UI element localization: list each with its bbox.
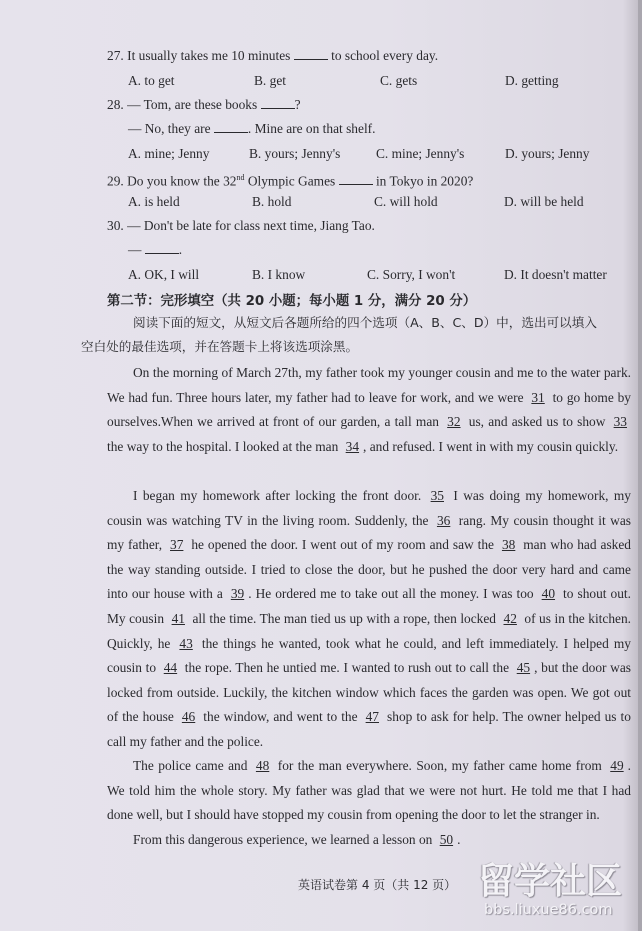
section-instructions — [81, 311, 631, 359]
question-text: . Mine are on that shelf. — [247, 121, 376, 136]
passage-text: , but the door was locked from outside. Luckily, the kitchen window which faces the garden was open. We got out of the house — [107, 660, 631, 725]
question-text: in Tokyo in 2020? — [375, 173, 474, 189]
option-b: B. I know — [252, 267, 306, 282]
ordinal-suffix: nd — [236, 173, 245, 182]
cloze-blank-42: 42 — [503, 610, 517, 626]
question-30-line2 — [128, 242, 182, 258]
dash: — — [128, 242, 142, 257]
question-text: to school every day. — [331, 48, 439, 63]
question-number: 29. — [107, 173, 124, 189]
question-text: . — [178, 242, 183, 257]
passage-text: . — [457, 832, 461, 847]
watermark-logo — [478, 862, 638, 920]
question-28-line2 — [128, 121, 375, 137]
cloze-blank-37: 37 — [170, 537, 184, 553]
cloze-blank-40: 40 — [541, 586, 556, 602]
watermark-url: bbs.liuxue86.com — [484, 902, 613, 918]
passage-paragraph-3 — [107, 754, 631, 828]
cloze-blank-36: 36 — [436, 512, 451, 528]
question-text: — Tom, are these books — [127, 97, 258, 112]
passage-text: , and refused. I went in with my cousin quickly. — [363, 438, 619, 454]
cloze-blank-50: 50 — [439, 832, 454, 847]
option-b: B. yours; Jenny's — [249, 146, 341, 161]
option-a: A. mine; Jenny — [128, 146, 210, 161]
question-text: — Don't be late for class next time, Jiang Tao. — [127, 218, 375, 233]
cloze-blank-34: 34 — [345, 438, 360, 454]
passage-text: to go home by ourselves.When we arrived at front of our garden, a tall man — [107, 389, 631, 430]
passage-text: the window, and went to the — [199, 709, 362, 725]
cloze-blank-47: 47 — [365, 709, 379, 725]
cloze-blank-41: 41 — [171, 610, 185, 626]
cloze-blank-44: 44 — [163, 660, 178, 676]
passage-text: . We told him the whole story. My father was glad that we were not hurt. He told me that I had done well, but I should have stopped my cousin from opening the door to let the stranger in. — [107, 758, 631, 823]
question-text: It usually takes me 10 minutes — [127, 48, 291, 63]
question-number: 28. — [107, 97, 124, 112]
answer-blank — [294, 48, 328, 60]
passage-text: rang. My cousin thought it was my father, — [107, 512, 631, 553]
question-text: — No, they are — [128, 121, 211, 136]
passage-text: The police came and — [133, 758, 252, 773]
passage-text: he opened the door. I went out of my room and saw the — [187, 537, 498, 553]
option-a: A. is held — [128, 194, 180, 209]
option-c: C. mine; Jenny's — [376, 146, 465, 161]
answer-blank — [145, 242, 179, 254]
passage-text: all the time. The man tied us up with a rope, then locked — [188, 610, 500, 626]
cloze-blank-46: 46 — [181, 709, 196, 725]
passage-text: On the morning of March 27th, my father took my younger cousin and me to the water park. We had fun. Three hours later, my father had to leave for work, and we were — [107, 365, 631, 405]
passage-text: to shout out. My cousin — [107, 586, 631, 626]
passage-text: of us in the kitchen. Quickly, he — [107, 610, 632, 651]
instruction-line: 阅读下面的短文，从短文后各题所给的四个选项（A、B、C、D）中，选出可以填入 — [133, 315, 597, 330]
passage-text: I was doing my homework, my cousin was watching TV in the living room. Suddenly, the — [107, 488, 631, 528]
question-text: ? — [294, 97, 301, 112]
option-d: D. yours; Jenny — [505, 146, 590, 161]
question-30-line1 — [107, 218, 375, 234]
passage-text: us, and asked us to show — [464, 414, 610, 430]
question-text: Do you know the 32 — [127, 173, 237, 189]
option-d: D. It doesn't matter — [504, 267, 607, 282]
passage-text: the way to the hospital. I looked at the man — [107, 438, 342, 454]
passage-paragraph-2 — [107, 484, 631, 755]
cloze-blank-39: 39 — [230, 586, 245, 602]
passage-text: From this dangerous experience, we learned a lesson on — [133, 832, 436, 847]
option-d: D. getting — [505, 73, 559, 88]
page-edge-shadow — [638, 0, 642, 931]
cloze-blank-38: 38 — [501, 537, 516, 553]
passage-text: for the man everywhere. Soon, my father came home from — [273, 758, 607, 773]
cloze-blank-45: 45 — [516, 660, 531, 676]
passage-text: . He ordered me to take out all the money. I was too — [248, 586, 538, 602]
passage-text: man who had asked the way standing outside. I tried to close the door, but he pushed the door very hard and came into our house with a — [107, 537, 631, 602]
option-c: C. gets — [380, 73, 418, 88]
cloze-blank-33: 33 — [613, 414, 627, 430]
question-29-stem — [107, 170, 473, 189]
section-title: 第二节：完形填空（共 20 小题；每小题 1 分，满分 20 分） — [107, 294, 477, 309]
option-d: D. will be held — [504, 194, 584, 209]
answer-blank — [339, 173, 373, 185]
option-c: C. Sorry, I won't — [367, 267, 456, 282]
cloze-blank-48: 48 — [255, 758, 270, 773]
cloze-blank-31: 31 — [531, 389, 545, 405]
passage-paragraph-1 — [107, 361, 631, 459]
question-number: 30. — [107, 218, 124, 233]
instruction-line: 空白处的最佳选项，并在答题卡上将该选项涂黑。 — [81, 339, 359, 354]
passage-paragraph-4 — [107, 828, 631, 853]
option-c: C. will hold — [374, 194, 438, 209]
cloze-blank-35: 35 — [430, 488, 444, 503]
answer-blank — [261, 97, 295, 109]
option-a: A. to get — [128, 73, 175, 88]
cloze-blank-49: 49 — [610, 758, 624, 773]
question-27-stem — [107, 48, 438, 64]
cloze-blank-43: 43 — [179, 635, 193, 651]
question-number: 27. — [107, 48, 124, 63]
option-a: A. OK, I will — [128, 267, 200, 282]
passage-text: the rope. Then he untied me. I wanted to rush out to call the — [181, 660, 513, 676]
passage-text: shop to ask for help. The owner helped us to call my father and the police. — [107, 709, 631, 749]
page-footer: 英语试卷第 4 页（共 12 页） — [298, 878, 457, 892]
question-text: Olympic Games — [247, 173, 336, 189]
watermark-name: 留学社区 — [478, 861, 623, 902]
question-28-line1 — [107, 97, 301, 113]
passage-text: the things he wanted, took what he could, and left immediately. I helped my cousin to — [107, 635, 631, 676]
option-b: B. get — [254, 73, 286, 88]
option-b: B. hold — [252, 194, 292, 209]
answer-blank — [214, 121, 248, 133]
cloze-blank-32: 32 — [447, 414, 461, 430]
passage-text: I began my homework after locking the front door. — [133, 488, 427, 503]
